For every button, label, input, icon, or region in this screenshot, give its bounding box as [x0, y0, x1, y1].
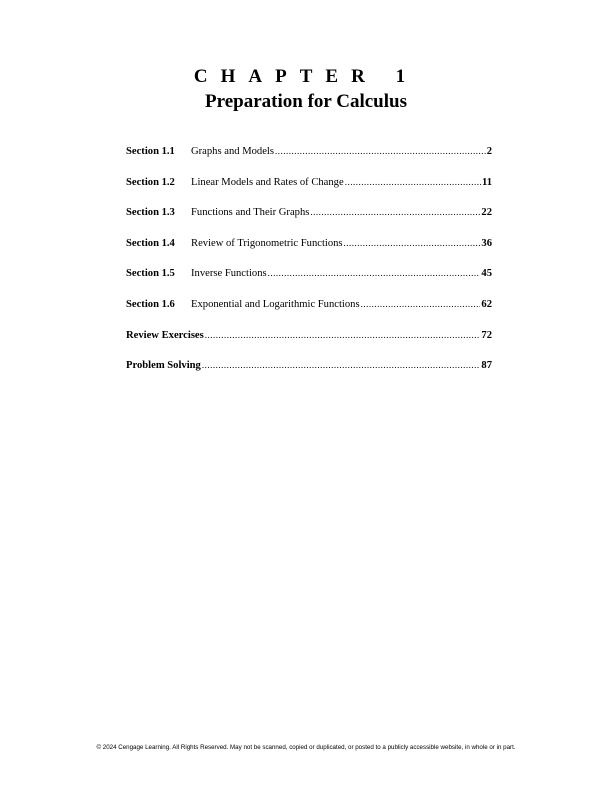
- toc-row-review-exercises[interactable]: [126, 330, 492, 361]
- toc-section-number: Section 1.6: [126, 298, 175, 310]
- chapter-title: Preparation for Calculus: [205, 91, 407, 112]
- toc-section-number: Section 1.1: [126, 146, 175, 157]
- toc-page-number: 36: [481, 237, 492, 249]
- toc-section-title: Graphs and Models: [191, 146, 274, 157]
- toc-page-number: 62: [481, 298, 492, 310]
- toc-leader-dots: [205, 330, 481, 341]
- toc-row-section-1-2[interactable]: [126, 177, 492, 208]
- toc-leader-dots: [345, 177, 481, 188]
- toc-leader-dots: [344, 238, 481, 249]
- toc-section-number: Section 1.5: [126, 268, 175, 280]
- toc-page-number: 45: [481, 268, 492, 280]
- toc-section-title: Problem Solving: [126, 360, 201, 372]
- table-of-contents: [126, 146, 492, 391]
- toc-row-section-1-1[interactable]: [126, 146, 492, 177]
- toc-section-title: Inverse Functions: [191, 268, 267, 280]
- toc-page-number: 72: [481, 329, 492, 341]
- toc-page-number: 11: [481, 176, 492, 188]
- toc-section-number: Section 1.4: [126, 237, 175, 249]
- toc-leader-dots: [202, 360, 481, 371]
- toc-page-number: 22: [481, 207, 492, 219]
- chapter-label: CHAPTER 1: [193, 66, 419, 87]
- toc-row-section-1-6[interactable]: [126, 299, 492, 330]
- toc-section-title: Exponential and Logarithmic Functions: [191, 298, 360, 310]
- toc-section-title: Linear Models and Rates of Change: [191, 176, 344, 188]
- toc-section-number: Section 1.2: [126, 176, 175, 188]
- toc-leader-dots: [361, 299, 481, 310]
- toc-section-title: Review Exercises: [126, 329, 204, 341]
- toc-row-section-1-3[interactable]: [126, 207, 492, 238]
- toc-section-title: Review of Trigonometric Functions: [191, 237, 343, 249]
- toc-section-number: Section 1.3: [126, 207, 175, 219]
- toc-leader-dots: [268, 268, 481, 279]
- toc-section-title: Functions and Their Graphs: [191, 207, 310, 219]
- toc-leader-dots: [275, 146, 486, 157]
- toc-row-section-1-4[interactable]: [126, 238, 492, 269]
- toc-row-problem-solving[interactable]: [126, 360, 492, 391]
- toc-row-section-1-5[interactable]: [126, 268, 492, 299]
- copyright-footer: © 2024 Cengage Learning. All Rights Reserved. May not be scanned, copied or duplicated, or posted to a publicly accessible website, in whole or in part.: [96, 744, 516, 751]
- toc-page-number: 2: [486, 146, 492, 157]
- toc-page-number: 87: [481, 360, 492, 372]
- toc-leader-dots: [310, 207, 480, 218]
